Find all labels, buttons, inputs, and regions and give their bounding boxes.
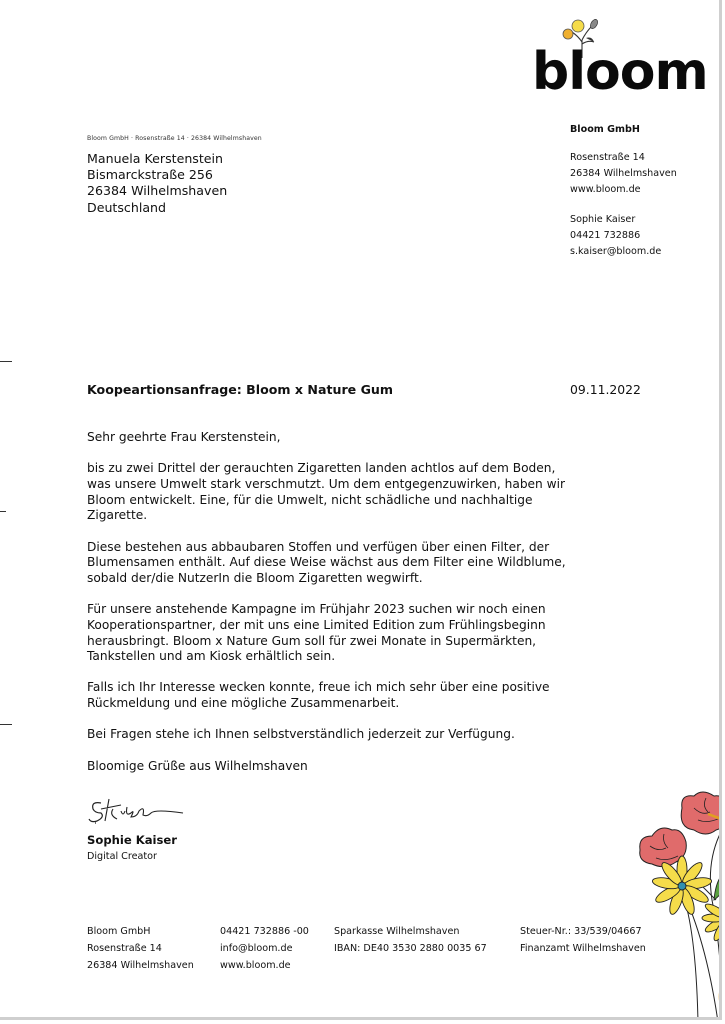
signature-role: Digital Creator	[87, 851, 157, 862]
logo-wordmark: bloom	[532, 42, 708, 102]
sender-return-line: Bloom GmbH · Rosenstraße 14 · 26384 Wilhelmshaven	[87, 135, 262, 142]
company-website: www.bloom.de	[570, 184, 641, 195]
body-paragraph: Für unsere anstehende Kampagne im Frühjahr 2023 suchen wir noch einen Kooperationspartner, der mit uns eine Limited Edition zum Frühlingsbeginn herausbringt. Bloom x Nature Gum soll für zwei Monate in Supermärkten, Tankstellen und am Kiosk erhältlich sein.	[87, 602, 546, 664]
footer-email: info@bloom.de	[220, 943, 293, 954]
footer-website: www.bloom.de	[220, 960, 291, 971]
footer-bank	[334, 923, 487, 957]
bloom-logo	[532, 18, 708, 102]
footer-tax	[520, 923, 646, 957]
subject-line: Koopeartionsanfrage: Bloom x Nature Gum	[87, 382, 394, 397]
body-paragraph: Falls ich Ihr Interesse wecken konnte, freue ich mich sehr über eine positive Rückmeldung und eine mögliche Zusammenarbeit.	[87, 680, 550, 711]
fold-mark-top	[0, 361, 12, 362]
body-paragraph: Bei Fragen stehe ich Ihnen selbstverständlich jederzeit zur Verfügung.	[87, 727, 515, 742]
punch-mark	[0, 511, 6, 512]
closing: Bloomige Grüße aus Wilhelmshaven	[87, 758, 308, 773]
handwritten-signature	[87, 795, 197, 829]
footer-iban: IBAN: DE40 3530 2880 0035 67	[334, 943, 487, 954]
fold-mark-bottom	[0, 724, 12, 725]
body-paragraph: Diese bestehen aus abbaubaren Stoffen und verfügen über einen Filter, der Blumensamen enthält. Auf diese Weise wächst aus dem Filter eine Wildblume, sobald der/die NutzerIn die Bloom Zigaretten wegwirft.	[87, 539, 566, 585]
letter-body	[87, 430, 577, 790]
footer-city: 26384 Wilhelmshaven	[87, 960, 194, 971]
footer-street: Rosenstraße 14	[87, 943, 162, 954]
letter-date: 09.11.2022	[570, 382, 641, 397]
company-city: 26384 Wilhelmshaven	[570, 168, 677, 179]
recipient-country: Deutschland	[87, 199, 167, 215]
signature-name: Sophie Kaiser	[87, 833, 178, 847]
recipient-name: Manuela Kerstenstein	[87, 151, 224, 166]
salutation: Sehr geehrte Frau Kerstenstein,	[87, 430, 281, 444]
company-info-block	[570, 122, 677, 260]
footer-bank-name: Sparkasse Wilhelmshaven	[334, 926, 460, 937]
recipient-address	[87, 151, 227, 216]
contact-name: Sophie Kaiser	[570, 214, 636, 225]
contact-email: s.kaiser@bloom.de	[570, 246, 662, 257]
recipient-street: Bismarckstraße 256	[87, 167, 213, 183]
company-name: Bloom GmbH	[570, 124, 640, 135]
footer-phone: 04421 732886 -00	[220, 926, 309, 937]
body-paragraph: bis zu zwei Drittel der gerauchten Zigaretten landen achtlos auf dem Boden, was unsere Umwelt stark verschmutzt. Um dem entgegenzuwirken, haben wir Bloom entwickelt. Eine, für die Umwelt, nicht schädliche und nachhaltige Zigarette.	[87, 461, 566, 523]
company-street: Rosenstraße 14	[570, 152, 645, 163]
recipient-city: 26384 Wilhelmshaven	[87, 183, 228, 199]
footer-company: Bloom GmbH	[87, 926, 151, 937]
footer-tax-number: Steuer-Nr.: 33/539/04667	[520, 926, 642, 937]
contact-phone: 04421 732886	[570, 230, 641, 241]
footer-address	[87, 923, 194, 974]
decorative-flowers-icon	[636, 790, 722, 1020]
footer-contact	[220, 923, 309, 974]
footer-tax-office: Finanzamt Wilhelmshaven	[520, 943, 646, 954]
